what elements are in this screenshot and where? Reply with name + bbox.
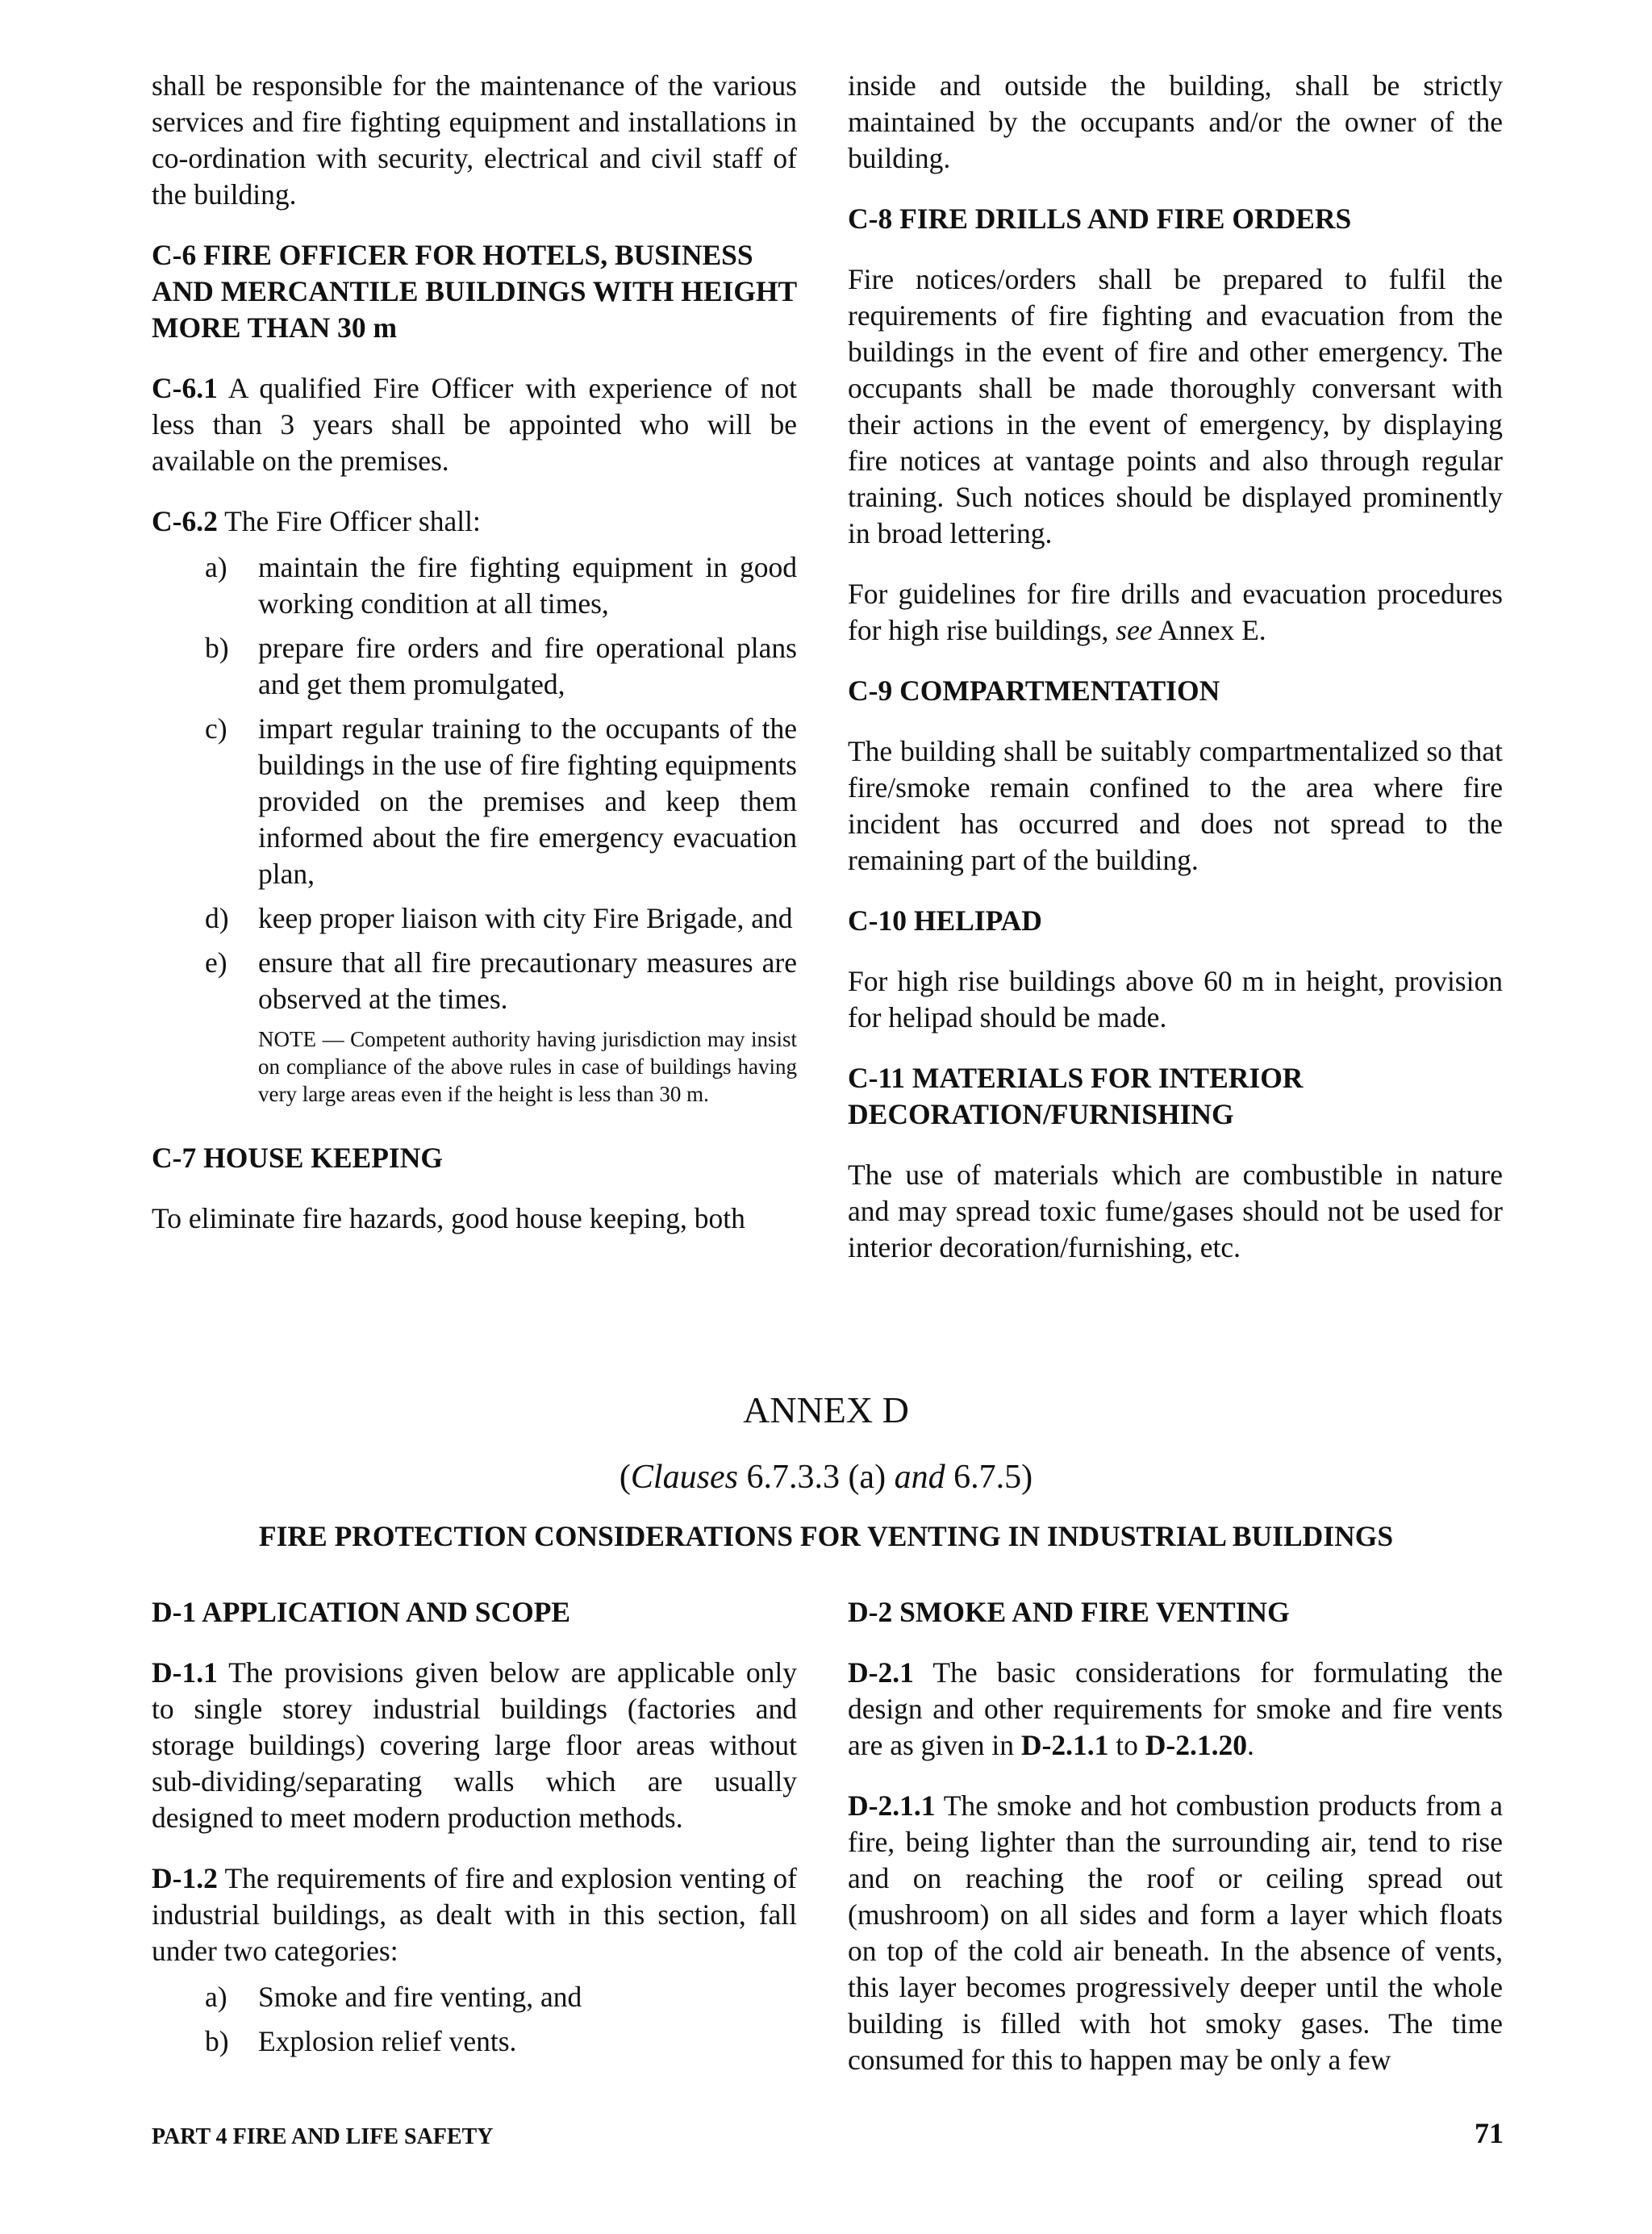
section-heading-d1: D-1 APPLICATION AND SCOPE [152,1596,571,1628]
section-heading-c11: C-11 MATERIALS FOR INTERIOR DECORATION/FURNISHING [848,1062,1304,1130]
clause-d1-2 [152,1860,797,1969]
left-column-bottom [152,1594,797,2068]
note: NOTE — Competent authority having jurisdiction may insist on compliance of the above rules in case of buildings having very large areas even if the height is less than 30 m. [258,1027,797,1106]
right-column-bottom [848,1594,1503,2102]
clause-d2-1 [848,1655,1503,1764]
list-item [152,945,797,1017]
section-heading-d2: D-2 SMOKE AND FIRE VENTING [848,1596,1290,1628]
clause-number: C-6.1 [152,372,218,404]
list-item [152,2023,797,2060]
annex-title: ANNEX D [743,1389,909,1430]
clause-c8-guidelines [848,576,1503,649]
clause-reference: D-2.1.1 [1020,1729,1109,1761]
clause-c7-text: To eliminate fire hazards, good house keeping, both [152,1202,745,1234]
right-column-top [848,68,1503,1290]
fire-officer-duties-list [152,549,797,1017]
list-item-text: Smoke and fire venting, and [258,1981,582,2013]
clause-c6-1 [152,370,797,479]
list-item [152,1979,797,2015]
list-item-text: keep proper liaison with city Fire Brigade, and [258,902,793,934]
clause-text: The basic considerations for formulating the design and other requirements for smoke and fire vents are as given in [848,1656,1503,1761]
list-item [152,900,797,937]
text-run-italic: and [894,1459,945,1496]
list-marker: c) [205,712,227,745]
clause-number: D-1.2 [152,1862,218,1894]
text-run: For guidelines for fire drills and evacuation procedures for high rise buildings, [848,578,1503,646]
clause-d2-1-1 [848,1788,1503,2078]
section-heading-c10: C-10 HELIPAD [848,904,1042,937]
annex-heading: FIRE PROTECTION CONSIDERATIONS FOR VENTING IN INDUSTRIAL BUILDINGS [258,1520,1394,1552]
list-item [152,549,797,622]
annex-clauses [0,1456,1652,1498]
text-run: 6.7.3.3 (a) [737,1459,895,1496]
footer-part-title: PART 4 FIRE AND LIFE SAFETY [152,2124,494,2149]
clause-number: D-1.1 [152,1656,218,1689]
list-item-text: impart regular training to the occupants of the buildings in the use of fire fighting equipments provided on the premises and keep them informed about the fire emergency evacuation plan, [258,712,797,890]
list-marker: a) [205,551,227,583]
clause-text: The Fire Officer shall: [217,505,481,537]
list-item-text: ensure that all fire precautionary measures are observed at the times. [258,946,797,1015]
clause-reference: D-2.1.20 [1145,1729,1247,1761]
clause-c9-text: The building shall be suitably compartmentalized so that fire/smoke remain confined to the area where fire incident has occurred and does not spread to the remaining part of the building. [848,735,1503,876]
venting-categories-list [152,1979,797,2060]
list-item [152,711,797,892]
clause-d1-1 [152,1655,797,1836]
clause-number: D-2.1.1 [848,1789,936,1822]
clause-c8-paragraph: Fire notices/orders shall be prepared to fulfil the requirements of fire fighting and evacuation from the buildings in the event of fire and other emergency. The occupants shall be made thoroughly conversant with their actions in the event of emergency, by displaying fire notices at vantage points and also through regular training. Such notices should be displayed prominently in broad lettering. [848,263,1503,549]
clause-text: to [1108,1729,1145,1761]
section-heading-c9: C-9 COMPARTMENTATION [848,674,1220,707]
list-item [152,630,797,703]
clause-text: . [1246,1729,1254,1761]
clause-text: The provisions given below are applicable only to single storey industrial buildings (factories and storage buildings) covering large floor areas without sub-dividing/separating walls which are usually designed to meet modern production methods. [152,1656,797,1834]
list-marker: b) [205,2025,229,2057]
list-item-text: Explosion relief vents. [258,2025,517,2057]
text-run: ( [619,1459,631,1496]
clause-text: The requirements of fire and explosion venting of industrial buildings, as dealt with in this section, fall under two categories: [152,1862,797,1967]
clause-c11-text: The use of materials which are combustible in nature and may spread toxic fume/gases should not be used for interior decoration/furnishing, etc. [848,1159,1503,1263]
section-heading-c7: C-7 HOUSE KEEPING [152,1142,443,1174]
clause-c10-text: For high rise buildings above 60 m in height, provision for helipad should be made. [848,965,1503,1033]
left-column-top [152,68,797,1261]
page-number: 71 [1475,2117,1504,2149]
list-item-text: maintain the fire fighting equipment in good working condition at all times, [258,551,797,620]
text-run: 6.7.5) [945,1459,1033,1496]
list-item-text: prepare fire orders and fire operational plans and get them promulgated, [258,632,797,700]
list-marker: b) [205,632,229,664]
clause-text: A qualified Fire Officer with experience of not less than 3 years shall be appointed who will be available on the premises. [152,372,797,477]
continuation-paragraph: inside and outside the building, shall be strictly maintained by the occupants and/or the owner of the building. [848,69,1503,174]
clause-number: D-2.1 [848,1656,914,1689]
list-marker: d) [205,902,229,934]
clause-c6-2 [152,503,797,540]
text-run: Annex E. [1152,614,1266,646]
list-marker: e) [205,946,227,979]
clause-number: C-6.2 [152,505,218,537]
continuation-paragraph: shall be responsible for the maintenance of the various services and fire fighting equipment and installations in co-ordination with security, electrical and civil staff of the building. [152,69,797,211]
clause-text: The smoke and hot combustion products from a fire, being lighter than the surrounding air, tend to rise and on reaching the roof or ceiling spread out (mushroom) on all sides and form a layer which floats on top of the cold air beneath. In the absence of vents, this layer becomes progressively deeper until the whole building is filled with hot smoky gases. The time consumed for this to happen may be only a few [848,1789,1503,2076]
section-heading-c8: C-8 FIRE DRILLS AND FIRE ORDERS [848,203,1352,235]
text-run-italic: Clauses [630,1459,738,1496]
section-heading-c6: C-6 FIRE OFFICER FOR HOTELS, BUSINESS AND MERCANTILE BUILDINGS WITH HEIGHT MORE THAN 30 m [152,239,797,344]
text-run-italic: see [1116,614,1153,646]
list-marker: a) [205,1981,227,2013]
